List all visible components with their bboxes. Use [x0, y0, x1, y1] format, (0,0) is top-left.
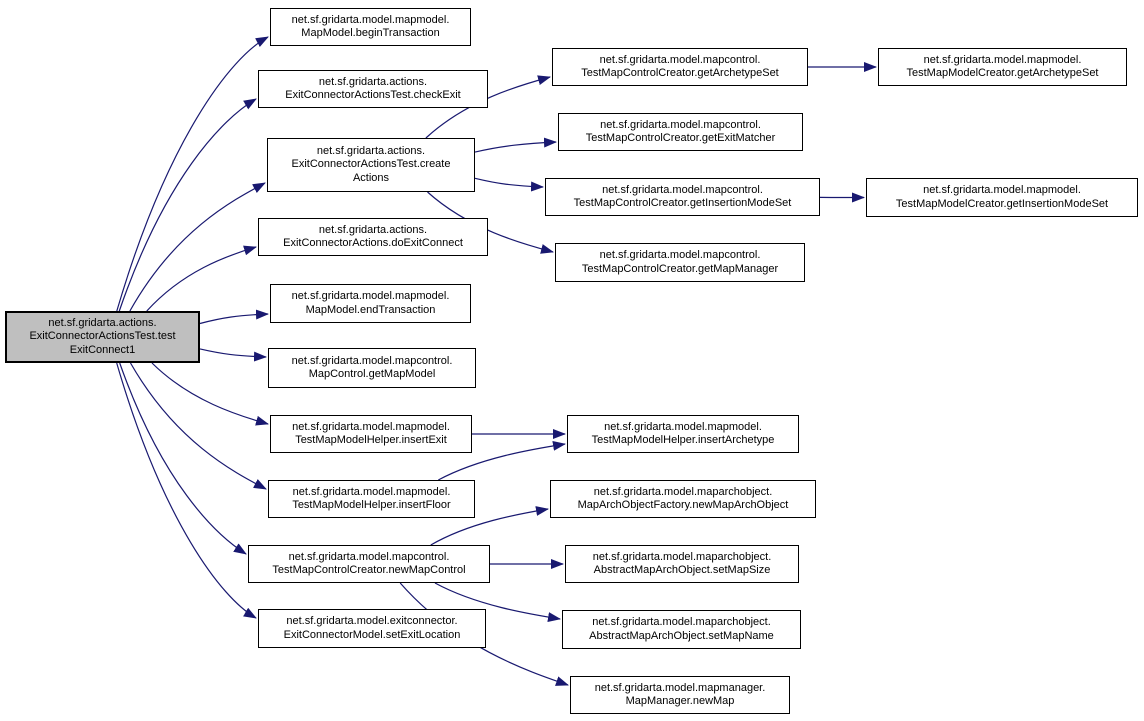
node-label-line: net.sf.gridarta.model.mapmanager. [594, 681, 766, 694]
edge-root-to-beginTransaction [117, 37, 268, 311]
node-endTransaction[interactable] [270, 284, 471, 323]
node-label-line: TestMapModelCreator.getArchetypeSet [906, 67, 1099, 79]
node-checkExit[interactable] [258, 70, 488, 108]
node-label-line: net.sf.gridarta.model.maparchobject. [593, 485, 773, 498]
node-label-line: net.sf.gridarta.model.mapcontrol. [288, 550, 450, 563]
node-getExitMatcher[interactable] [558, 113, 803, 151]
node-label-line: net.sf.gridarta.model.mapmodel. [292, 485, 451, 498]
node-label-line: net.sf.gridarta.model.maparchobject. [592, 616, 771, 628]
node-label-line: AbstractMapArchObject.setMapSize [593, 564, 771, 576]
node-getArchetypeSetMM[interactable] [878, 48, 1127, 86]
node-label-line: TestMapControlCreator.getArchetypeSet [581, 67, 779, 79]
node-label-line: net.sf.gridarta.model.exitconnector. [286, 615, 458, 627]
node-label-line: net.sf.gridarta.model.mapmodel. [604, 420, 762, 433]
node-newMapControl[interactable] [248, 545, 490, 583]
node-newMapArchObject[interactable] [550, 480, 816, 518]
node-label-line: net.sf.gridarta.actions. [318, 223, 428, 236]
edge-root-to-insertFloor [131, 363, 267, 489]
node-label-line: ExitConnect1 [69, 343, 136, 356]
node-label-line: MapManager.newMap [625, 695, 735, 707]
node-label-line: TestMapControlCreator.getMapManager [581, 262, 779, 275]
node-label-line: Actions [352, 171, 390, 184]
node-label-line: MapModel.beginTransaction [301, 27, 440, 39]
node-label-line: TestMapModelHelper.insertFloor [292, 499, 451, 511]
node-createActions[interactable] [267, 138, 475, 192]
edge-createActions-to-getInsertionModeSetMC [475, 178, 543, 187]
node-insertFloor[interactable] [268, 480, 475, 518]
edge-root-to-createActions [130, 183, 265, 311]
node-root [5, 311, 200, 363]
node-getArchetypeSetMC[interactable] [552, 48, 808, 86]
node-label-line: net.sf.gridarta.model.mapmodel. [292, 420, 450, 433]
node-label-line: AbstractMapArchObject.setMapName [589, 629, 774, 642]
node-label-line: TestMapModelHelper.insertArchetype [591, 434, 775, 446]
node-label-line: ExitConnectorModel.setExitLocation [283, 628, 461, 641]
node-label-line: MapModel.endTransaction [305, 303, 436, 316]
node-newMap[interactable] [570, 676, 790, 714]
node-label-line: net.sf.gridarta.model.mapmodel. [923, 53, 1082, 66]
node-doExitConnect[interactable] [258, 218, 488, 256]
node-label-line: TestMapModelCreator.getInsertionModeSet [895, 197, 1109, 210]
node-label-line: net.sf.gridarta.model.mapmodel. [923, 184, 1081, 196]
node-label-line: MapArchObjectFactory.newMapArchObject [577, 499, 789, 511]
node-label-line: net.sf.gridarta.model.mapcontrol. [599, 249, 761, 261]
node-getMapModel[interactable] [268, 348, 476, 388]
edge-root-to-newMapControl [120, 363, 246, 554]
edge-root-to-endTransaction [200, 314, 268, 324]
edge-root-to-setExitLocation [117, 363, 256, 618]
edge-createActions-to-getExitMatcher [475, 142, 556, 152]
node-label-line: ExitConnectorActionsTest.test [29, 330, 176, 343]
node-label-line: net.sf.gridarta.model.mapcontrol. [602, 183, 763, 196]
node-label-line: TestMapControlCreator.getExitMatcher [585, 132, 776, 144]
node-label-line: TestMapModelHelper.insertExit [295, 434, 447, 446]
node-label-line: net.sf.gridarta.model.mapmodel. [291, 13, 450, 26]
edge-root-to-checkExit [119, 99, 256, 311]
node-label-line: net.sf.gridarta.model.mapcontrol. [599, 53, 761, 66]
node-label-line: MapControl.getMapModel [308, 368, 436, 380]
edge-root-to-doExitConnect [147, 247, 256, 311]
node-getInsertionModeSetMM[interactable] [866, 178, 1138, 217]
node-label-line: net.sf.gridarta.model.mapmodel. [291, 290, 450, 302]
node-label-line: net.sf.gridarta.model.mapcontrol. [291, 354, 453, 367]
node-label-line: ExitConnectorActionsTest.checkExit [285, 89, 461, 101]
node-label-line: net.sf.gridarta.model.mapcontrol. [600, 118, 761, 131]
node-getInsertionModeSetMC[interactable] [545, 178, 820, 216]
node-label-line: TestMapControlCreator.getInsertionModeSet [573, 197, 792, 209]
node-label-line: net.sf.gridarta.actions. [316, 144, 426, 157]
node-label-line: net.sf.gridarta.model.maparchobject. [592, 550, 772, 563]
node-getMapManager[interactable] [555, 243, 805, 282]
node-label-line: ExitConnectorActions.doExitConnect [283, 237, 463, 249]
node-label-line: net.sf.gridarta.actions. [318, 75, 428, 88]
node-setMapName[interactable] [562, 610, 801, 649]
node-label-line: ExitConnectorActionsTest.create [291, 158, 451, 171]
edge-root-to-getMapModel [200, 349, 266, 357]
node-insertExit[interactable] [270, 415, 472, 453]
node-setMapSize[interactable] [565, 545, 799, 583]
node-setExitLocation[interactable] [258, 609, 486, 648]
node-beginTransaction[interactable] [270, 8, 471, 46]
node-label-line: TestMapControlCreator.newMapControl [272, 564, 466, 576]
node-insertArchetype[interactable] [567, 415, 799, 453]
edge-root-to-insertExit [152, 363, 268, 424]
node-label-line: net.sf.gridarta.actions. [48, 316, 157, 329]
